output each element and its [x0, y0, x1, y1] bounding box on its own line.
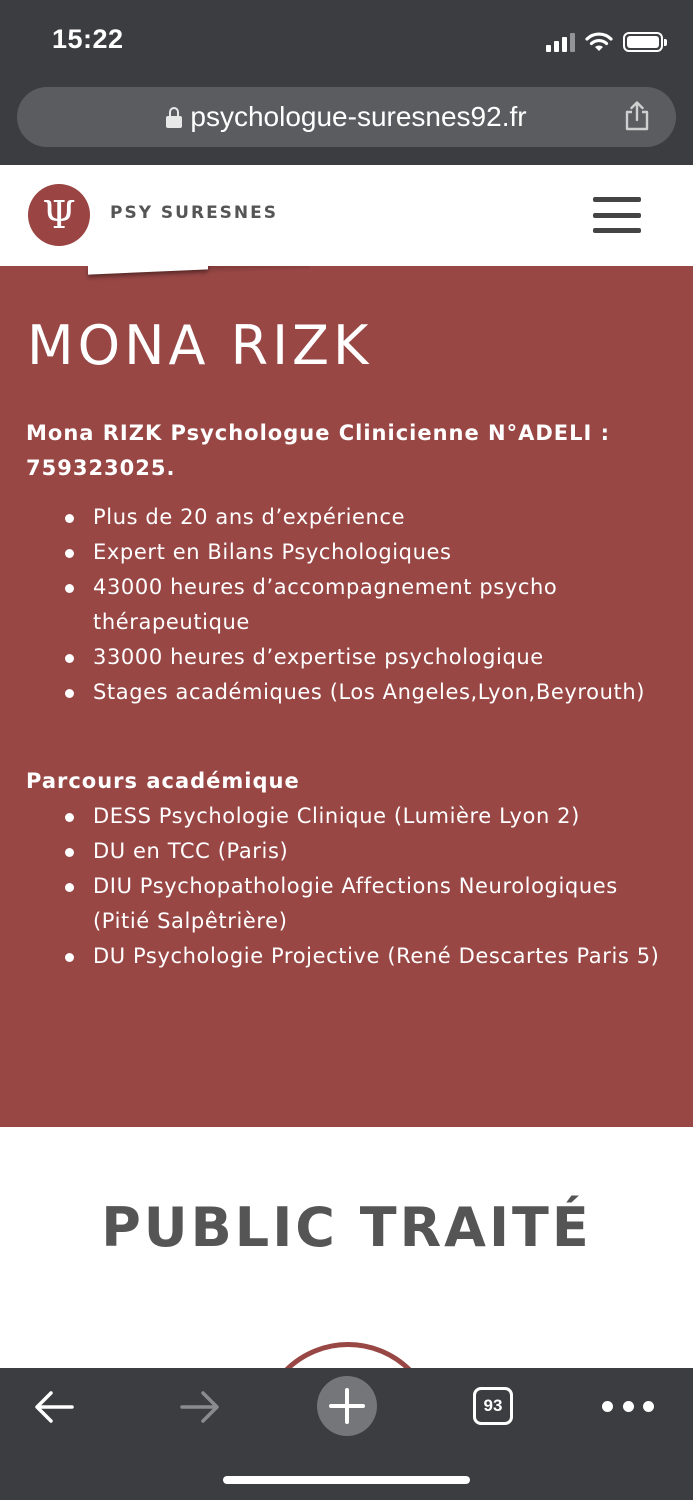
list-item: DIU Psychopathologie Affections Neurologiques (Pitié Salpêtrière)	[26, 869, 676, 939]
list-item: 43000 heures d’accompagnement psycho thérapeutique	[26, 570, 676, 640]
psi-logo[interactable]: Ψ	[28, 184, 90, 246]
public-section-title: PUBLIC TRAITÉ	[101, 1196, 592, 1259]
page-title: MONA RIZK	[27, 314, 373, 377]
address-bar[interactable]	[17, 87, 676, 147]
browser-top-bar	[0, 0, 693, 165]
intro-text: Mona RIZK Psychologue Clinicienne N°ADELI : 759323025.	[26, 421, 611, 480]
forward-button[interactable]	[170, 1386, 230, 1428]
site-brand[interactable]: PSY SURESNES	[110, 203, 279, 223]
list-item: Expert en Bilans Psychologiques	[26, 535, 676, 570]
home-indicator[interactable]	[223, 1476, 470, 1484]
list-item: DESS Psychologie Clinique (Lumière Lyon 2)	[26, 799, 676, 834]
list-item: 33000 heures d’expertise psychologique	[26, 640, 676, 675]
signal-icon	[546, 32, 575, 52]
academic-list	[26, 799, 676, 974]
status-icons	[546, 28, 663, 56]
url-text[interactable]: psychologue-suresnes92.fr	[190, 101, 527, 132]
lock-icon	[166, 107, 182, 129]
list-item: DU en TCC (Paris)	[26, 834, 676, 869]
wifi-icon	[585, 31, 613, 53]
back-arrow-icon	[32, 1389, 76, 1425]
status-time: 15:22	[52, 24, 124, 54]
profile-section	[0, 266, 693, 1127]
site-header	[0, 165, 693, 266]
back-button[interactable]	[24, 1386, 84, 1428]
battery-icon	[623, 32, 663, 52]
forward-arrow-icon	[178, 1389, 222, 1425]
experience-list	[26, 500, 676, 710]
plus-icon	[328, 1387, 366, 1425]
academic-heading: Parcours académique	[26, 769, 300, 793]
hamburger-menu-icon[interactable]	[593, 197, 641, 233]
new-tab-button[interactable]	[317, 1376, 377, 1436]
tabs-icon[interactable]: 93	[473, 1387, 513, 1425]
share-icon[interactable]	[624, 101, 650, 131]
list-item: Plus de 20 ans d’expérience	[26, 500, 676, 535]
more-dots-icon[interactable]	[602, 1396, 654, 1416]
list-item: Stages académiques (Los Angeles,Lyon,Beyrouth)	[26, 675, 676, 710]
list-item: DU Psychologie Projective (René Descartes Paris 5)	[26, 939, 676, 974]
